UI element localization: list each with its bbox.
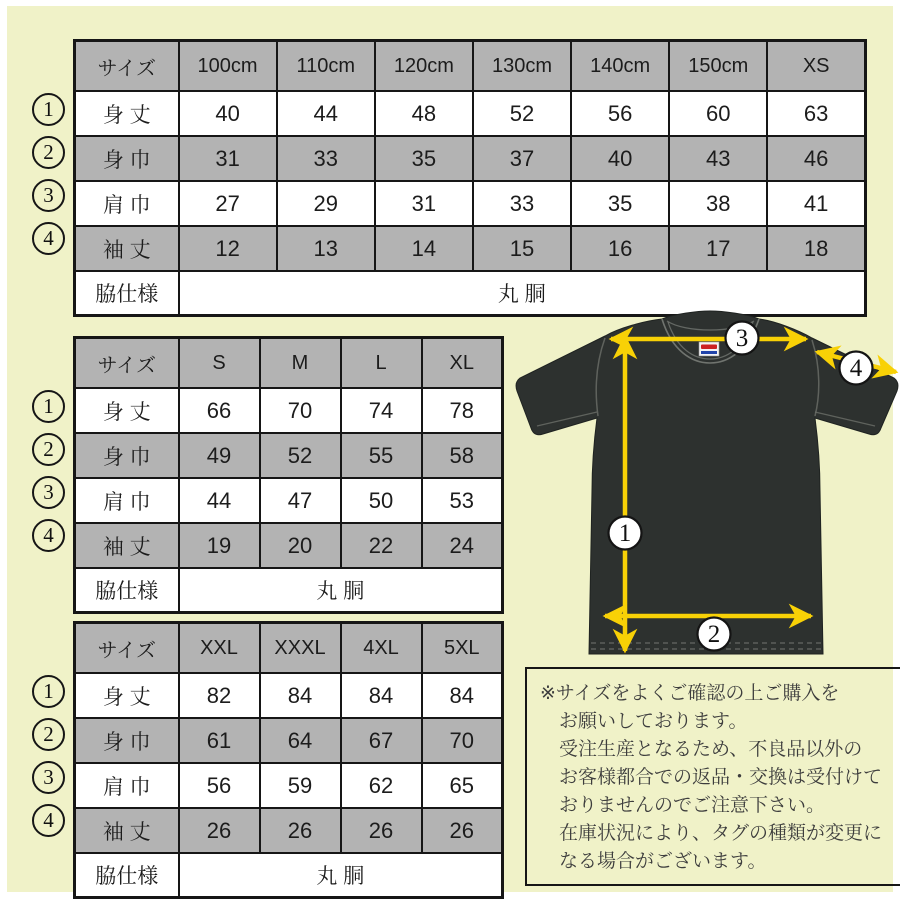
- row-number-badge: 3: [32, 476, 65, 509]
- size-value-cell: 40: [571, 136, 669, 181]
- size-column-header: 5XL: [422, 623, 503, 674]
- size-value-cell: 18: [767, 226, 865, 271]
- row-number-badge: 1: [32, 390, 65, 423]
- size-value-cell: 14: [375, 226, 473, 271]
- size-value-cell: 66: [179, 388, 260, 433]
- measurement-row: [75, 226, 866, 271]
- notice-line: おりませんのでご注意下さい。: [559, 795, 826, 816]
- measure-marker-2: [698, 618, 731, 651]
- size-value-cell: 16: [571, 226, 669, 271]
- svg-text:3: 3: [735, 325, 749, 352]
- size-value-cell: 31: [179, 136, 277, 181]
- size-value-cell: 37: [473, 136, 571, 181]
- row-number-badge: 4: [32, 222, 65, 255]
- measurement-label: 肩 巾: [75, 763, 179, 808]
- size-value-cell: 61: [179, 718, 260, 763]
- size-value-cell: 33: [473, 181, 571, 226]
- measurement-row: [75, 388, 503, 433]
- size-value-cell: 35: [571, 181, 669, 226]
- size-value-cell: 74: [341, 388, 422, 433]
- measurement-label: 身 丈: [75, 388, 179, 433]
- measurement-row: [75, 763, 503, 808]
- measurement-row: [75, 673, 503, 718]
- size-column-header: S: [179, 338, 260, 389]
- measurement-label: 身 丈: [75, 673, 179, 718]
- size-value-cell: 52: [260, 433, 341, 478]
- size-value-cell: 84: [422, 673, 503, 718]
- row-number-badge: 2: [32, 433, 65, 466]
- size-value-cell: 64: [260, 718, 341, 763]
- size-value-cell: 44: [179, 478, 260, 523]
- side-spec-value: 丸 胴: [179, 853, 503, 898]
- measurement-label: 身 丈: [75, 91, 179, 136]
- size-value-cell: 29: [277, 181, 375, 226]
- measurement-row: [75, 433, 503, 478]
- size-value-cell: 65: [422, 763, 503, 808]
- row-number-badge: 2: [32, 136, 65, 169]
- size-value-cell: 48: [375, 91, 473, 136]
- size-column-header: XXL: [179, 623, 260, 674]
- size-value-cell: 19: [179, 523, 260, 568]
- size-value-cell: 22: [341, 523, 422, 568]
- size-value-cell: 56: [179, 763, 260, 808]
- notice-line: 在庫状況により、タグの種類が変更に: [559, 823, 883, 844]
- row-number-badge: 3: [32, 761, 65, 794]
- measurement-label: 身 巾: [75, 136, 179, 181]
- measurement-row: [75, 478, 503, 523]
- measurement-row: [75, 808, 503, 853]
- size-header-label: サイズ: [75, 41, 179, 92]
- size-value-cell: 67: [341, 718, 422, 763]
- size-value-cell: 27: [179, 181, 277, 226]
- size-table-1: [73, 39, 867, 317]
- row-number-badge: 3: [32, 179, 65, 212]
- measurement-row: [75, 136, 866, 181]
- size-value-cell: 33: [277, 136, 375, 181]
- size-value-cell: 55: [341, 433, 422, 478]
- size-header-label: サイズ: [75, 338, 179, 389]
- size-table-wrapper-1: [73, 39, 867, 317]
- size-table-wrapper-3: [73, 621, 504, 899]
- size-column-header: 4XL: [341, 623, 422, 674]
- notice-line: 受注生産となるため、不良品以外の: [559, 739, 863, 760]
- size-value-cell: 26: [341, 808, 422, 853]
- size-value-cell: 53: [422, 478, 503, 523]
- size-value-cell: 24: [422, 523, 503, 568]
- size-value-cell: 15: [473, 226, 571, 271]
- size-value-cell: 20: [260, 523, 341, 568]
- side-spec-value: 丸 胴: [179, 271, 866, 316]
- size-value-cell: 43: [669, 136, 767, 181]
- measurement-row: [75, 523, 503, 568]
- size-table-3: [73, 621, 504, 899]
- size-value-cell: 60: [669, 91, 767, 136]
- svg-text:4: 4: [849, 355, 863, 382]
- size-value-cell: 49: [179, 433, 260, 478]
- size-value-cell: 52: [473, 91, 571, 136]
- size-column-header: XL: [422, 338, 503, 389]
- measure-marker-4: [840, 352, 873, 385]
- size-value-cell: 70: [260, 388, 341, 433]
- size-column-header: L: [341, 338, 422, 389]
- svg-text:2: 2: [707, 621, 721, 648]
- page-background: [7, 6, 893, 892]
- size-value-cell: 47: [260, 478, 341, 523]
- size-value-cell: 44: [277, 91, 375, 136]
- measurement-row: [75, 718, 503, 763]
- size-table-wrapper-2: [73, 336, 504, 614]
- measurement-label: 袖 丈: [75, 226, 179, 271]
- size-column-header: 100cm: [179, 41, 277, 92]
- side-spec-label: 脇仕様: [75, 568, 179, 613]
- size-header-label: サイズ: [75, 623, 179, 674]
- size-value-cell: 26: [179, 808, 260, 853]
- svg-text:1: 1: [618, 520, 632, 547]
- measure-marker-1: [609, 517, 642, 550]
- size-value-cell: 70: [422, 718, 503, 763]
- side-spec-value: 丸 胴: [179, 568, 503, 613]
- size-column-header: 150cm: [669, 41, 767, 92]
- row-number-badge: 1: [32, 675, 65, 708]
- size-column-header: 140cm: [571, 41, 669, 92]
- notice-line: お客様都合での返品・交換は受付けて: [559, 767, 883, 788]
- size-value-cell: 82: [179, 673, 260, 718]
- notice-box: [525, 667, 900, 886]
- size-column-header: XS: [767, 41, 865, 92]
- measurement-label: 袖 丈: [75, 808, 179, 853]
- tshirt-size-diagram: [507, 306, 900, 668]
- size-value-cell: 40: [179, 91, 277, 136]
- size-column-header: M: [260, 338, 341, 389]
- row-number-badge: 2: [32, 718, 65, 751]
- size-table-2: [73, 336, 504, 614]
- size-column-header: 130cm: [473, 41, 571, 92]
- size-column-header: 120cm: [375, 41, 473, 92]
- size-value-cell: 35: [375, 136, 473, 181]
- size-value-cell: 46: [767, 136, 865, 181]
- measurement-label: 肩 巾: [75, 478, 179, 523]
- size-column-header: 110cm: [277, 41, 375, 92]
- measurement-label: 身 巾: [75, 718, 179, 763]
- size-value-cell: 56: [571, 91, 669, 136]
- notice-line: ※サイズをよくご確認の上ご購入を: [540, 683, 840, 704]
- notice-line: なる場合がございます。: [559, 851, 767, 872]
- brand-tag-icon: [699, 342, 719, 356]
- size-value-cell: 59: [260, 763, 341, 808]
- size-column-header: XXXL: [260, 623, 341, 674]
- measure-marker-3: [726, 322, 759, 355]
- size-value-cell: 50: [341, 478, 422, 523]
- measurement-label: 袖 丈: [75, 523, 179, 568]
- size-value-cell: 31: [375, 181, 473, 226]
- size-value-cell: 38: [669, 181, 767, 226]
- size-value-cell: 58: [422, 433, 503, 478]
- size-value-cell: 84: [260, 673, 341, 718]
- side-spec-label: 脇仕様: [75, 271, 179, 316]
- measurement-row: [75, 91, 866, 136]
- size-value-cell: 17: [669, 226, 767, 271]
- measurement-label: 肩 巾: [75, 181, 179, 226]
- side-spec-label: 脇仕様: [75, 853, 179, 898]
- size-value-cell: 26: [260, 808, 341, 853]
- row-number-badge: 1: [32, 93, 65, 126]
- size-value-cell: 41: [767, 181, 865, 226]
- size-value-cell: 63: [767, 91, 865, 136]
- size-value-cell: 12: [179, 226, 277, 271]
- measurement-label: 身 巾: [75, 433, 179, 478]
- size-value-cell: 26: [422, 808, 503, 853]
- notice-line: お願いしております。: [559, 711, 748, 732]
- size-value-cell: 84: [341, 673, 422, 718]
- measurement-row: [75, 181, 866, 226]
- row-number-badge: 4: [32, 804, 65, 837]
- size-value-cell: 78: [422, 388, 503, 433]
- size-value-cell: 62: [341, 763, 422, 808]
- size-value-cell: 13: [277, 226, 375, 271]
- row-number-badge: 4: [32, 519, 65, 552]
